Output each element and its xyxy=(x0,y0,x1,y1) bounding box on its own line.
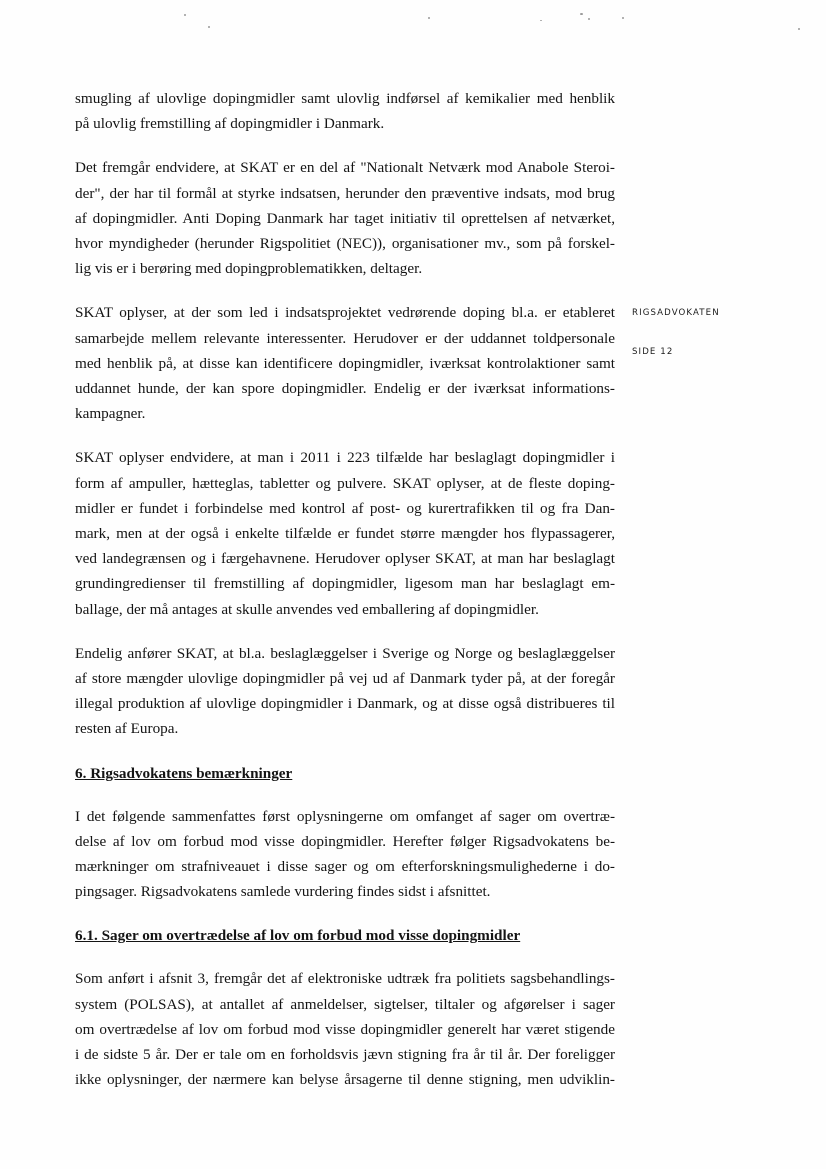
text-line: illegal produktion af ulovlige dopingmidler i Danmark, og at disse også distribueres til xyxy=(75,695,615,713)
text-line: lig vis er i berøring med dopingproblematikken, deltager. xyxy=(75,260,423,278)
organisation-label: RIGSADVOKATEN xyxy=(632,308,720,318)
text-line: smugling af ulovlige dopingmidler samt ulovlig indførsel af kemikalier med henblik xyxy=(75,90,615,107)
scan-speck xyxy=(580,13,583,15)
text-line: hvor myndigheder (herunder Rigspolitiet (NEC)), organisationer mv., som på forskel- xyxy=(75,235,615,253)
page-number-label: SIDE 12 xyxy=(632,347,674,357)
text-line: SKAT oplyser, at der som led i indsatsprojektet vedrørende doping bl.a. er etableret xyxy=(75,304,615,322)
text-line: midler er fundet i forbindelse med kontrol af post- og kurertrafikken til og fra Dan- xyxy=(75,499,615,517)
scan-speck xyxy=(622,17,624,19)
body-text-column xyxy=(75,86,615,1112)
text-line: Endelig anfører SKAT, at bl.a. beslaglæggelser i Sverige og Norge og beslaglæggelser xyxy=(75,644,615,662)
text-line: SKAT oplyser endvidere, at man i 2011 i 223 tilfælde har beslaglagt dopingmidler i xyxy=(75,449,615,467)
subsection-heading: 6.1. Sager om overtrædelse af lov om forbud mod visse dopingmidler xyxy=(75,927,521,945)
text-line: I det følgende sammenfattes først oplysningerne om omfanget af sager om overtræ- xyxy=(75,807,615,825)
text-line: mærkninger om strafniveauet i disse sager og om efterforskningsmulighederne i do- xyxy=(75,858,615,876)
paragraph xyxy=(75,300,615,426)
text-line: i de sidste 5 år. Der er tale om en forholdsvis jævn stigning fra år til år. Der foreligger xyxy=(75,1046,615,1064)
text-line: mark, men at der også i enkelte tilfælde er fundet større mængder hos flypassagerer, xyxy=(75,525,615,543)
text-line: resten af Europa. xyxy=(75,720,179,738)
scan-speck xyxy=(208,26,210,28)
text-line: kampagner. xyxy=(75,405,146,423)
paragraph xyxy=(75,445,615,621)
text-line: uddannet hunde, der kan spore dopingmidler. Endelig er der iværksat informations- xyxy=(75,380,615,398)
text-line: grundingredienser til fremstilling af dopingmidler, ligesom man har beslaglagt em- xyxy=(75,575,615,593)
paragraph xyxy=(75,155,615,281)
text-line: der", der har til formål at styrke indsatsen, herunder den præventive indsats, mod brug xyxy=(75,184,615,202)
paragraph xyxy=(75,966,615,1092)
text-line: samarbejde mellem relevante interessenter. Herudover er der uddannet toldpersonale xyxy=(75,329,615,347)
text-line: med henblik på, at disse kan identificere dopingmidler, iværksat kontrolaktioner samt xyxy=(75,354,615,372)
text-line: form af ampuller, hætteglas, tabletter og pulvere. SKAT oplyser, at de fleste doping- xyxy=(75,474,615,492)
text-line: pingsager. Rigsadvokatens samlede vurdering findes sidst i afsnittet. xyxy=(75,883,491,901)
text-line: ved landegrænsen og i færgehavnene. Herudover oplyser SKAT, at man har beslaglagt xyxy=(75,550,615,568)
paragraph xyxy=(75,804,615,905)
scan-speck xyxy=(540,20,542,21)
text-line: system (POLSAS), at antallet af anmeldelser, sigtelser, tiltaler og afgørelser i sager xyxy=(75,995,615,1013)
text-line: på ulovlig fremstilling af dopingmidler i Danmark. xyxy=(75,115,385,133)
text-line: ballage, der må antages at skulle anvendes ved emballering af dopingmidler. xyxy=(75,600,539,618)
paragraph xyxy=(75,86,615,136)
text-line: Det fremgår endvidere, at SKAT er en del af "Nationalt Netværk mod Anabole Steroi- xyxy=(75,159,615,177)
text-line: af store mængder ulovlige dopingmidler på vej ud af Danmark tyder på, at der foregår xyxy=(75,670,615,688)
text-line: om overtrædelse af lov om forbud mod visse dopingmidler generelt har været stigende xyxy=(75,1020,615,1038)
scan-speck xyxy=(798,28,800,30)
text-line: ikke oplysninger, der nærmere kan belyse årsagerne til denne stigning, men udviklin- xyxy=(75,1071,615,1089)
section-heading: 6. Rigsadvokatens bemærkninger xyxy=(75,764,293,782)
scan-speck xyxy=(428,17,430,19)
scan-speck xyxy=(184,14,186,16)
text-line: Som anført i afsnit 3, fremgår det af elektroniske udtræk fra politiets sagsbehandlings- xyxy=(75,970,615,988)
text-line: af dopingmidler. Anti Doping Danmark har taget initiativ til oprettelsen af netværket, xyxy=(75,209,615,227)
paragraph xyxy=(75,641,615,742)
scan-speck xyxy=(588,18,590,20)
text-line: delse af lov om forbud mod visse dopingmidler. Herefter følger Rigsadvokatens be- xyxy=(75,832,615,850)
